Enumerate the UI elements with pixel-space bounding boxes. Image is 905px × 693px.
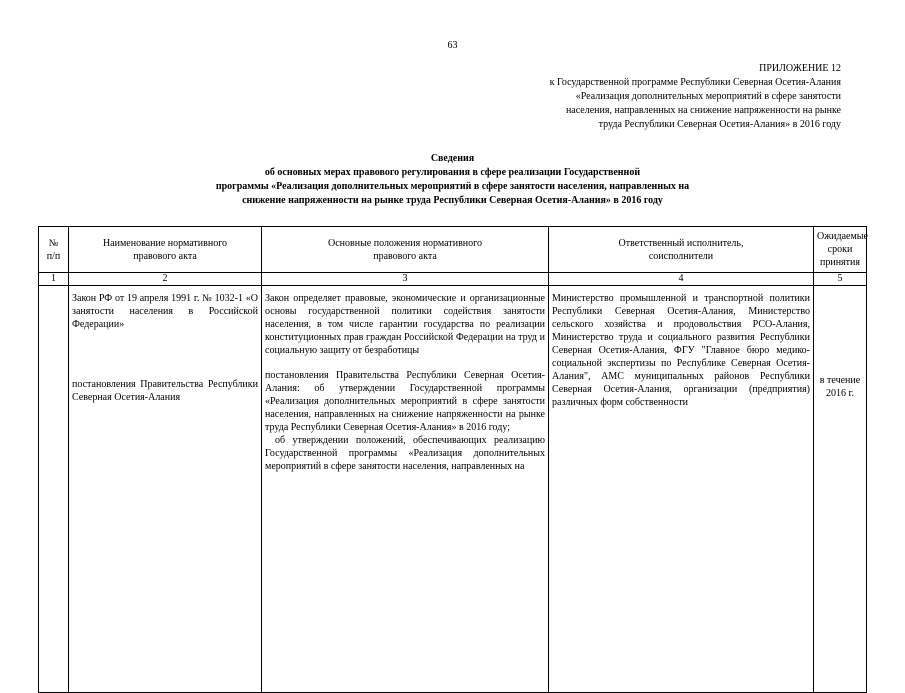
appendix-header bbox=[421, 62, 841, 132]
header-deadline-line: сроки bbox=[827, 244, 853, 255]
header-executor-line: соисполнители bbox=[648, 250, 714, 262]
column-numbers-row bbox=[39, 273, 867, 286]
header-act-line: Наименование нормативного bbox=[102, 237, 228, 249]
page-number: 63 bbox=[447, 40, 458, 51]
provisions-law: Закон определяет правовые, экономические и организационные основы государственной политики содействия занятости населения, в том числе гарантии государства по реализации конституционных прав граждан Российской Федерации на труд и социальную защиту от безработицы bbox=[265, 293, 545, 356]
column-number: 4 bbox=[549, 273, 814, 286]
provisions-regulations: об утверждении положений, обеспечивающих реализацию Государственной программы «Реализация дополнительных мероприятий в сфере занятости населения, направленных на bbox=[265, 435, 545, 472]
header-deadline-line: принятия bbox=[820, 257, 860, 268]
executor-cell: Министерство промышленной и транспортной политики Республики Северная Осетия-Алания, Министерство сельского хозяйства и продовольствия РСО-Алания, Министерство труда и социального развития Республики Северная Осетия-Алания, ФГУ "Главное бюро медико-социальной экспертизы по Республике Северная Осетия-Алания", АМС муниципальных районов Республики Северная Осетия-Алания, организации (предприятия) различных форм собственности bbox=[549, 286, 814, 693]
appendix-title: ПРИЛОЖЕНИЕ 12 bbox=[759, 63, 841, 74]
document-title bbox=[0, 152, 905, 208]
provisions-resolutions: постановления Правительства Республики Северная Осетия-Алания: об утверждении Государственной программы «Реализация дополнительных мероприятий в сфере занятости населения, направленных на снижение напряженности на рынке труда Республики Северная Осетия-Алания» в 2016 году; bbox=[265, 370, 545, 433]
appendix-line: «Реализация дополнительных мероприятий в сфере занятости bbox=[575, 91, 841, 102]
regulation-table bbox=[38, 226, 867, 693]
header-act-line: правового акта bbox=[133, 250, 197, 262]
column-number: 3 bbox=[262, 273, 549, 286]
deadline-cell: в течение 2016 г. bbox=[814, 286, 867, 693]
header-executor bbox=[549, 227, 814, 273]
title-line: снижение напряженности на рынке труда Республики Северная Осетия-Алания» в 2016 году bbox=[242, 195, 663, 206]
header-num-line: п/п bbox=[46, 250, 61, 262]
table-row bbox=[39, 286, 867, 693]
header-deadline bbox=[814, 227, 867, 273]
header-num bbox=[39, 227, 69, 273]
row-number bbox=[39, 286, 69, 693]
appendix-line: населения, направленных на снижение напряженности на рынке bbox=[565, 105, 841, 116]
header-act bbox=[69, 227, 262, 273]
header-num-line: № bbox=[48, 237, 59, 249]
header-executor-line: Ответственный исполнитель, bbox=[618, 237, 744, 249]
header-provisions bbox=[262, 227, 549, 273]
column-number: 2 bbox=[69, 273, 262, 286]
header-deadline-line: Ожидаемые bbox=[817, 231, 868, 242]
column-number: 1 bbox=[39, 273, 69, 286]
legal-act-cell bbox=[69, 286, 262, 693]
legal-act-resolutions: постановления Правительства Республики Северная Осетия-Алания bbox=[72, 379, 258, 403]
spacer bbox=[72, 331, 258, 378]
spacer bbox=[265, 357, 545, 369]
appendix-line: труда Республики Северная Осетия-Алания» в 2016 году bbox=[598, 119, 841, 130]
column-number: 5 bbox=[814, 273, 867, 286]
appendix-line: к Государственной программе Республики Северная Осетия-Алания bbox=[549, 77, 841, 88]
title-line: об основных мерах правового регулирования в сфере реализации Государственной bbox=[264, 167, 641, 178]
header-provisions-line: Основные положения нормативного bbox=[327, 237, 482, 249]
table-header-row bbox=[39, 227, 867, 273]
header-provisions-line: правового акта bbox=[373, 250, 437, 262]
provisions-cell bbox=[262, 286, 549, 693]
legal-act-law: Закон РФ от 19 апреля 1991 г. № 1032-1 «О занятости населения в Российской Федерации» bbox=[72, 293, 258, 330]
title-heading: Сведения bbox=[430, 153, 475, 164]
title-line: программы «Реализация дополнительных мероприятий в сфере занятости населения, направленных на bbox=[215, 181, 690, 192]
